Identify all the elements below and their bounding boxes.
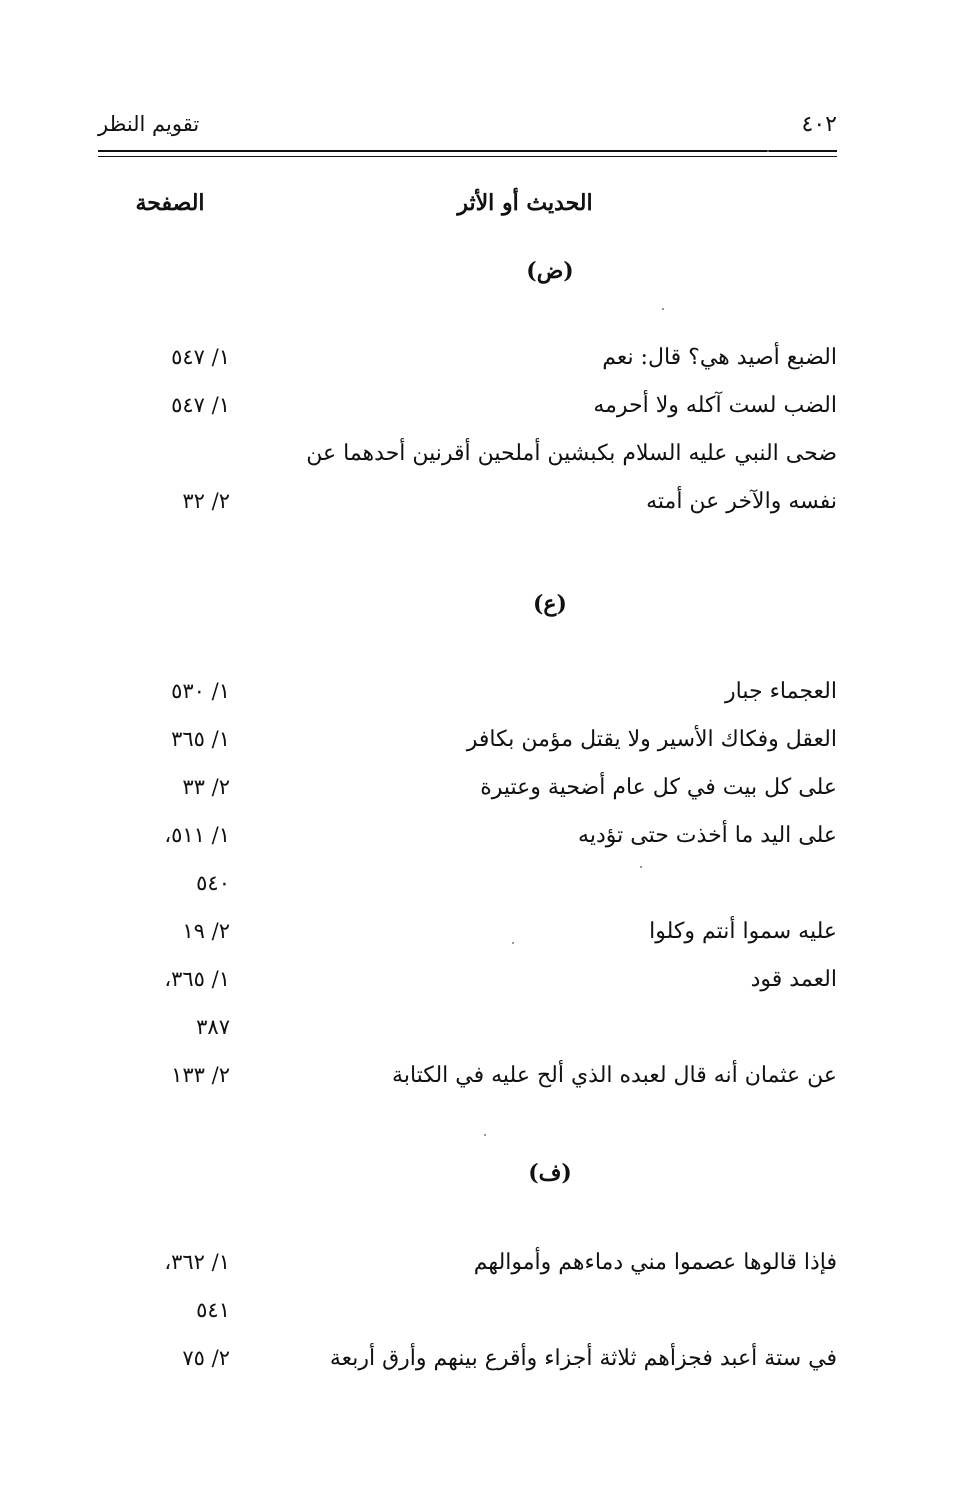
entry-text: في ستة أعبد فجزأهم ثلاثة أجزاء وأقرع بينهم وأرق أربعة (329, 1346, 837, 1371)
header-rule-thin (98, 156, 837, 157)
entry-text: فإذا قالوها عصموا مني دماءهم وأموالهم (473, 1250, 837, 1275)
entry-reference: ١/ ٥٤٧ (171, 393, 230, 417)
column-header-page: الصفحة (135, 190, 205, 216)
entry-reference-continued: ٣٨٧ (196, 1015, 230, 1039)
entry-reference: ٢/ ١٣٣ (171, 1063, 230, 1087)
entry-text: على كل بيت في كل عام أضحية وعتيرة (480, 775, 837, 800)
scan-speck (662, 308, 664, 310)
entry-reference-continued: ٥٤٠ (196, 871, 230, 895)
entry-text: عن عثمان أنه قال لعبده الذي ألح عليه في الكتابة (392, 1063, 837, 1088)
scan-speck (640, 866, 642, 868)
scan-speck (767, 150, 769, 152)
scan-speck (512, 942, 514, 944)
entry-reference: ١/ ٥١١، (164, 823, 230, 847)
section-letter: (ض) (526, 258, 574, 284)
entry-reference: ٢/ ٣٣ (182, 775, 230, 799)
section-letter: (ف) (528, 1160, 572, 1186)
book-title: تقويم النظر (98, 112, 200, 136)
section-letter: (ع) (533, 591, 567, 617)
page-number: ٤٠٢ (801, 112, 837, 137)
entry-text: العجماء جبار (725, 679, 837, 704)
entry-reference: ١/ ٣٦٥، (164, 967, 230, 991)
entry-reference: ١/ ٥٤٧ (171, 345, 230, 369)
entry-text-continued: نفسه والآخر عن أمته (646, 489, 837, 514)
header-rule-thick (98, 150, 837, 152)
entry-reference: ٢/ ٣٢ (182, 489, 230, 513)
entry-reference: ١/ ٥٣٠ (171, 679, 230, 703)
entry-reference: ٢/ ٧٥ (182, 1346, 230, 1370)
entry-reference: ١/ ٣٦٢، (164, 1250, 230, 1274)
entry-text: عليه سموا أنتم وكلوا (649, 919, 837, 944)
entry-text: العقل وفكاك الأسير ولا يقتل مؤمن بكافر (466, 727, 837, 752)
entry-reference-continued: ٥٤١ (196, 1298, 230, 1322)
entry-text: على اليد ما أخذت حتى تؤديه (578, 823, 837, 848)
entry-text: الضبع أصيد هي؟ قال: نعم (602, 345, 837, 370)
entry-text: ضحى النبي عليه السلام بكبشين أملحين أقرنين أحدهما عن (306, 441, 837, 466)
column-header-hadith: الحديث أو الأثر (457, 190, 593, 216)
entry-reference: ٢/ ١٩ (182, 919, 230, 943)
running-head (98, 112, 837, 148)
entry-text: العمد قود (750, 967, 837, 992)
entry-text: الضب لست آكله ولا أحرمه (593, 393, 837, 418)
entry-reference: ١/ ٣٦٥ (171, 727, 230, 751)
scan-speck (484, 1134, 486, 1136)
